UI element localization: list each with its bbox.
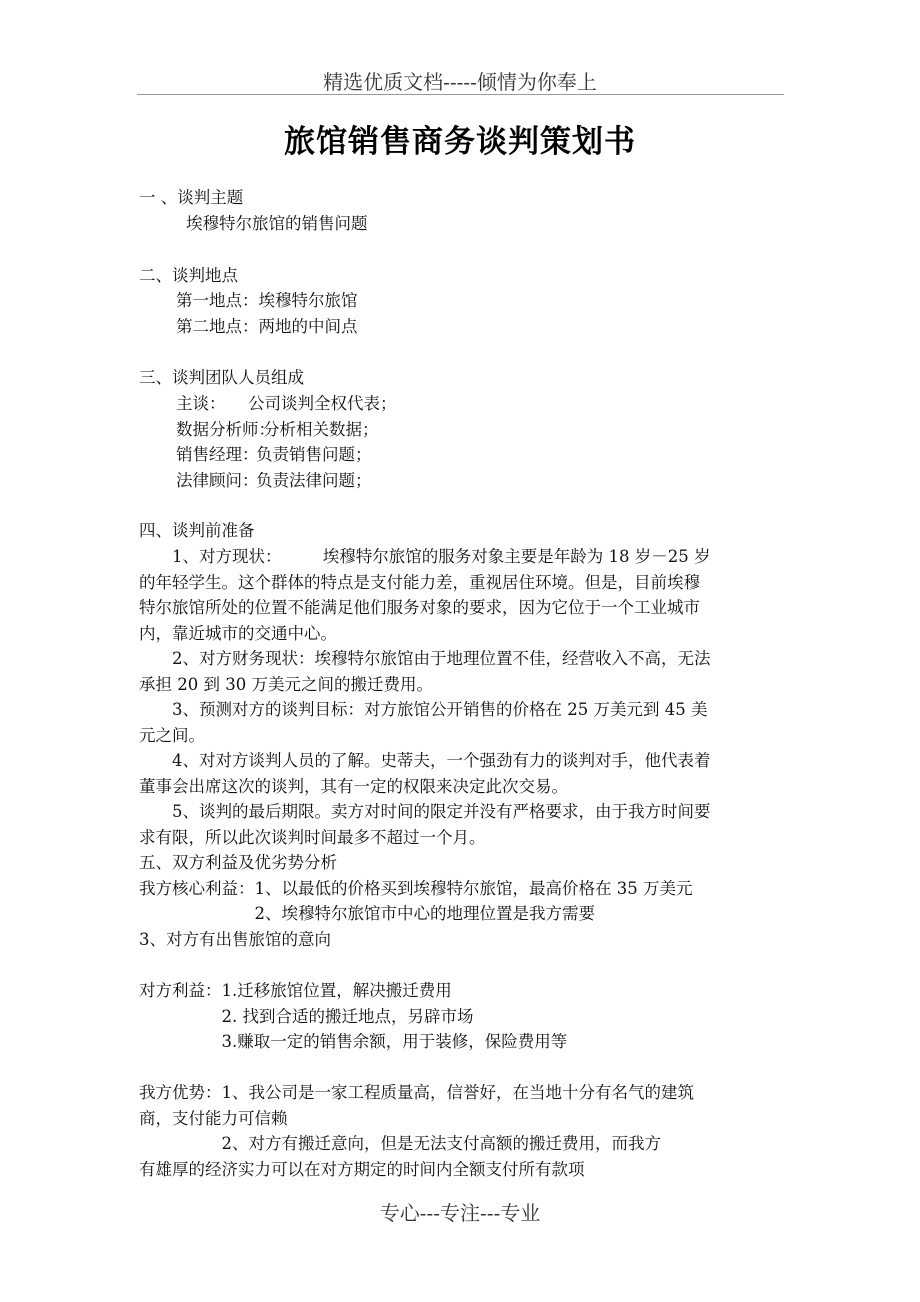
paragraph-line: 董事会出席这次的谈判，其有一定的权限来决定此次交易。 (139, 777, 568, 796)
paragraph-line: 商，支付能力可信赖 (139, 1109, 288, 1128)
header-divider (137, 94, 784, 95)
document-title: 旅馆销售商务谈判策划书 (284, 124, 636, 160)
member-role: 数据分析师： (176, 420, 275, 439)
paragraph-line: 3、对方有出售旅馆的意向 (139, 930, 331, 949)
section-2-line: 第一地点：埃穆特尔旅馆 (176, 291, 358, 310)
paragraph-line: 我方优势：1、我公司是一家工程质量高，信誉好，在当地十分有名气的建筑 (139, 1083, 694, 1102)
section-3-heading: 三、谈判团队人员组成 (139, 368, 304, 387)
paragraph-line: 的年轻学生。这个群体的特点是支付能力差，重视居住环境。但是，目前埃穆 (139, 573, 700, 592)
paragraph-line: 2、对方财务现状：埃穆特尔旅馆由于地理位置不佳，经营收入不高，无法 (139, 649, 711, 668)
section-2-heading: 二、谈判地点 (139, 266, 238, 285)
section-1-line: 埃穆特尔旅馆的销售问题 (186, 214, 368, 233)
paragraph-line: 对方利益：1.迁移旅馆位置，解决搬迁费用 (139, 981, 452, 1000)
member-duty: 分析相关数据； (263, 420, 379, 439)
paragraph-line: 我方核心利益：1、以最低的价格买到埃穆特尔旅馆，最高价格在 35 万美元 (139, 879, 693, 898)
member-duty: 负责法律问题； (256, 471, 372, 490)
page-footer: 专心---专注---专业 (379, 1201, 541, 1225)
member-role: 法律顾问： (176, 471, 259, 490)
paragraph-line: 内，靠近城市的交通中心。 (139, 624, 337, 643)
section-5-heading: 五、双方利益及优劣势分析 (139, 853, 337, 872)
paragraph-line: 3.赚取一定的销售余额，用于装修，保险费用等 (139, 1032, 568, 1051)
paragraph-line: 特尔旅馆所处的位置不能满足他们服务对象的要求，因为它位于一个工业城市 (139, 598, 700, 617)
paragraph-line: 2. 找到合适的搬迁地点，另辟市场 (139, 1007, 474, 1026)
section-4-heading: 四、谈判前准备 (139, 521, 255, 540)
section-2-line: 第二地点：两地的中间点 (176, 317, 358, 336)
paragraph-line: 5、谈判的最后期限。卖方对时间的限定并没有严格要求，由于我方时间要 (139, 802, 711, 821)
paragraph-line: 有雄厚的经济实力可以在对方期定的时间内全额支付所有款项 (139, 1160, 585, 1179)
paragraph-line: 承担 20 到 30 万美元之间的搬迁费用。 (139, 675, 433, 694)
page-header: 精选优质文档-----倾情为你奉上 (323, 70, 597, 94)
paragraph-line: 4、对对方谈判人员的了解。史蒂夫，一个强劲有力的谈判对手，他代表着 (139, 751, 711, 770)
paragraph-line: 1、对方现状： 埃穆特尔旅馆的服务对象主要是年龄为 18 岁－25 岁 (139, 547, 711, 566)
member-role: 主谈： (176, 394, 226, 413)
member-duty: 公司谈判全权代表； (248, 394, 397, 413)
paragraph-line: 2、对方有搬迁意向，但是无法支付高额的搬迁费用，而我方 (139, 1134, 661, 1153)
paragraph-line: 2、埃穆特尔旅馆市中心的地理位置是我方需要 (139, 904, 595, 923)
paragraph-line: 3、预测对方的谈判目标：对方旅馆公开销售的价格在 25 万美元到 45 美 (139, 700, 708, 719)
paragraph-line: 求有限，所以此次谈判时间最多不超过一个月。 (139, 828, 486, 847)
member-role: 销售经理： (176, 445, 259, 464)
member-duty: 负责销售问题； (256, 445, 372, 464)
paragraph-line: 元之间。 (139, 726, 205, 745)
section-1-heading: 一 、谈判主题 (139, 188, 244, 207)
